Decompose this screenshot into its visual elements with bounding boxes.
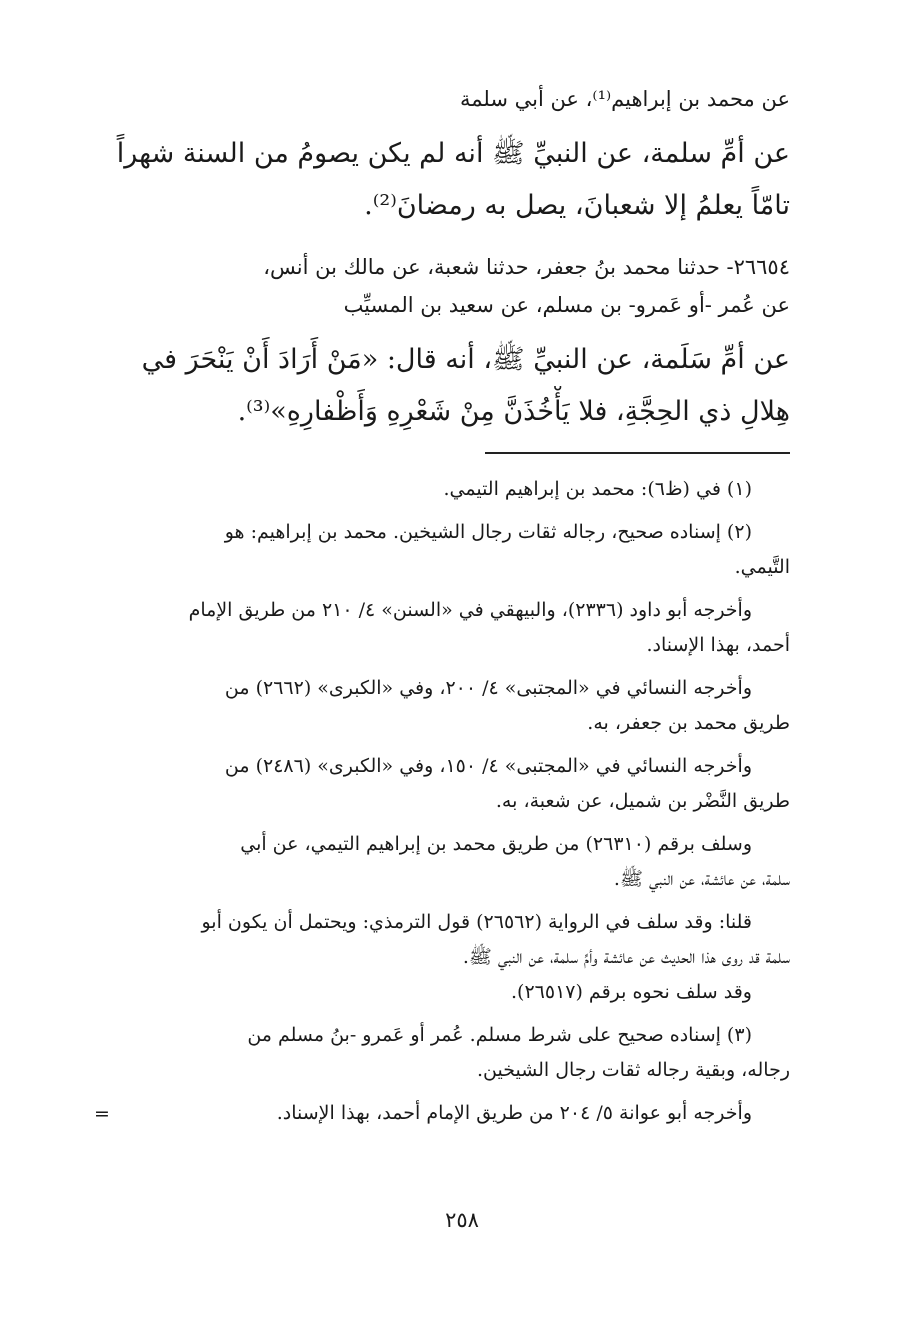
- footnote-3: [90, 1018, 790, 1088]
- footnote-line: وسلف برقم (٢٦٣١٠) من طريق محمد بن إبراهيم التيمي، عن أبي: [240, 833, 752, 855]
- footnote-line: وأخرجه النسائي في «المجتبى» ٤/ ١٥٠، وفي «الكبرى» (٢٤٨٦) من: [224, 755, 752, 777]
- page-body: [90, 80, 790, 1139]
- footnote-2-qulna: [90, 905, 790, 1010]
- matn-line: عن أمِّ سلمة، عن النبيِّ ﷺ أنه لم يكن يصومُ من السنة شهراً: [116, 138, 790, 169]
- continuation-mark: =: [94, 1102, 110, 1125]
- footnote-line: (١) في (ظ٦): محمد بن إبراهيم التيمي.: [443, 478, 752, 500]
- isnad-line: عن محمد بن إبراهيم⁽¹⁾، عن أبي سلمة: [459, 87, 790, 111]
- footnote-line: وأخرجه أبو داود (٢٣٣٦)، والبيهقي في «السنن» ٤/ ٢١٠ من طريق الإمام: [188, 599, 752, 621]
- footnote-line: وأخرجه أبو عوانة ٥/ ٢٠٤ من طريق الإمام أحمد، بهذا الإسناد.: [276, 1102, 752, 1124]
- isnad-26654: [90, 248, 790, 324]
- footnote-line: وقد سلف نحوه برقم (٢٦٥١٧).: [511, 981, 752, 1003]
- matn-line: هِلالِ ذي الحِجَّةِ، فلا يَأْخُذَنَّ مِنْ شَعْرِهِ وَأَظْفارِهِ»⁽³⁾.: [237, 396, 790, 427]
- footnote-line: طريق النَّضْر بن شميل، عن شعبة، به.: [495, 790, 790, 812]
- footnote-line: وأخرجه النسائي في «المجتبى» ٤/ ٢٠٠، وفي «الكبرى» (٢٦٦٢) من: [224, 677, 752, 699]
- footnote-2-nasai-2: [90, 749, 790, 819]
- footnote-2-abu-dawud: [90, 593, 790, 663]
- footnote-line: قلنا: وقد سلف في الرواية (٢٦٥٦٢) قول الترمذي: ويحتمل أن يكون أبو: [201, 911, 752, 933]
- footnote-2-nasai-1: [90, 671, 790, 741]
- matn-line: عن أمِّ سَلَمة، عن النبيِّ ﷺ، أنه قال: «مَنْ أَرَادَ أَنْ يَنْحَرَ في: [141, 344, 790, 375]
- matn-line: تامّاً يعلمُ إلا شعبانَ، يصل به رمضانَ⁽²⁾.: [364, 190, 790, 221]
- footnote-line: سلمة قد روى هذا الحديث عن عائشة وأمِّ سلمة، عن النبي ﷺ.: [462, 946, 790, 968]
- isnad-line: ٢٦٦٥٤- حدثنا محمد بنُ جعفر، حدثنا شعبة، عن مالك بن أنس،: [263, 255, 790, 279]
- isnad-top: [90, 80, 790, 118]
- footnote-1: [90, 472, 790, 507]
- isnad-line: عن عُمر -أو عَمرو- بن مسلم، عن سعيد بن المسيِّب: [343, 293, 790, 317]
- footnote-2: [90, 515, 790, 585]
- footnote-line: التَّيمي.: [734, 556, 790, 578]
- footnote-line: سلمة، عن عائشة، عن النبي ﷺ.: [613, 868, 790, 890]
- footnote-line: أحمد، بهذا الإسناد.: [646, 634, 790, 656]
- footnote-3-abu-awana: [90, 1096, 790, 1131]
- hadith-matn-1: [90, 128, 790, 232]
- page-number: ٢٥٨: [445, 1208, 479, 1232]
- footnote-line: (٢) إسناده صحيح، رجاله ثقات رجال الشيخين. محمد بن إبراهيم: هو: [224, 521, 752, 543]
- footnote-separator: [485, 452, 790, 454]
- footnote-line: طريق محمد بن جعفر، به.: [587, 712, 790, 734]
- footnote-line: (٣) إسناده صحيح على شرط مسلم. عُمر أو عَمرو -بنُ مسلم من: [247, 1024, 752, 1046]
- footnote-2-salaf: [90, 827, 790, 897]
- footnote-line: رجاله، وبقية رجاله ثقات رجال الشيخين.: [476, 1059, 790, 1081]
- hadith-matn-2: [90, 334, 790, 438]
